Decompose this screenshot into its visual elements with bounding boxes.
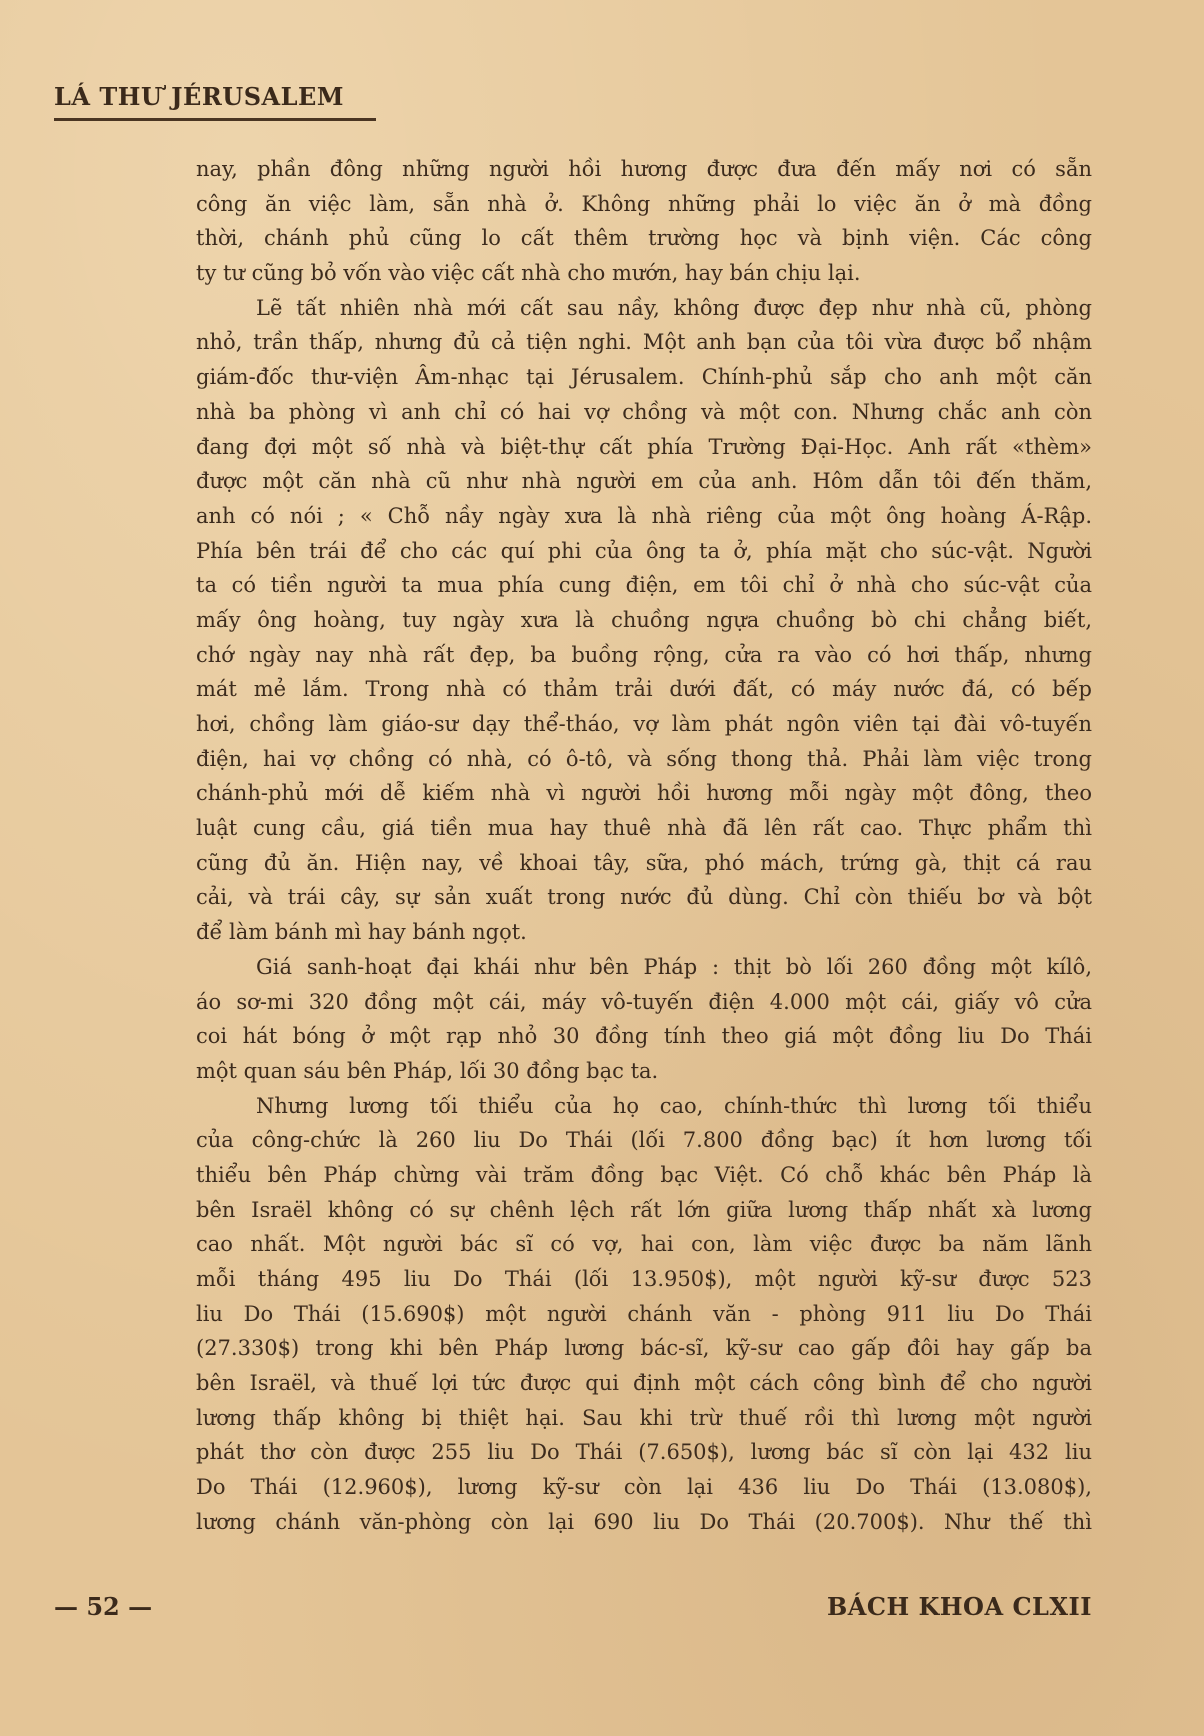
text-line: áo sơ-mi 320 đồng một cái, máy vô-tuyến điện 4.000 một cái, giấy vô cửa [196,989,1092,1014]
text-line: Lẽ tất nhiên nhà mới cất sau nầy, không được đẹp như nhà cũ, phòng [256,295,1092,320]
text-line: nhà ba phòng vì anh chỉ có hai vợ chồng và một con. Nhưng chắc anh còn [196,399,1092,424]
text-line: mấy ông hoàng, tuy ngày xưa là chuồng ngựa chuồng bò chi chẳng biết, [196,607,1092,632]
text-line: chớ ngày nay nhà rất đẹp, ba buồng rộng, cửa ra vào có hơi thấp, nhưng [196,642,1092,667]
text-line: hơi, chồng làm giáo-sư dạy thể-tháo, vợ làm phát ngôn viên tại đài vô-tuyến [196,712,1092,736]
page-number: — 52 — [54,1592,153,1621]
text-line: chánh-phủ mới dễ kiếm nhà vì người hồi hương mỗi ngày một đông, theo [196,781,1092,806]
text-line: được một căn nhà cũ như nhà người em của anh. Hôm dẫn tôi đến thăm, [196,469,1092,494]
text-line: Giá sanh-hoạt đại khái như bên Pháp : thịt bò lối 260 đồng một kílô, [256,954,1092,979]
text-line: Phía bên trái để cho các quí phi của ông ta ở, phía mặt cho súc-vật. Người [196,538,1092,563]
text-line: mỗi tháng 495 liu Do Thái (lối 13.950$), một người kỹ-sư được 523 [196,1267,1092,1291]
text-line: một quan sáu bên Pháp, lối 30 đồng bạc ta. [196,1058,659,1083]
text-line: anh có nói ; « Chỗ nầy ngày xưa là nhà riêng của một ông hoàng Á-Rập. [196,503,1092,528]
text-line: luật cung cầu, giá tiền mua hay thuê nhà đã lên rất cao. Thực phẩm thì [196,816,1092,841]
text-line: thời, chánh phủ cũng lo cất thêm trường học và bịnh viện. Các công [196,226,1092,251]
text-line: phát thơ còn được 255 liu Do Thái (7.650$), lương bác sĩ còn lại 432 liu [196,1440,1092,1465]
article-body [196,152,1092,1540]
text-line: giám-đốc thư-viện Âm-nhạc tại Jérusalem. Chính-phủ sắp cho anh một căn [196,365,1092,390]
text-line: đang đợi một số nhà và biệt-thự cất phía Trường Đại-Học. Anh rất «thèm» [196,434,1092,459]
text-line: Nhưng lương tối thiểu của họ cao, chính-thức thì lương tối thiểu [256,1093,1092,1118]
text-line: để làm bánh mì hay bánh ngọt. [196,920,527,945]
text-line: (27.330$) trong khi bên Pháp lương bác-sĩ, kỹ-sư cao gấp đôi hay gấp ba [196,1336,1092,1361]
text-line: liu Do Thái (15.690$) một người chánh văn - phòng 911 liu Do Thái [196,1301,1092,1326]
text-line: Do Thái (12.960$), lương kỹ-sư còn lại 436 liu Do Thái (13.080$), [196,1475,1092,1500]
text-line: ta có tiền người ta mua phía cung điện, em tôi chỉ ở nhà cho súc-vật của [196,573,1092,598]
text-line: ty tư cũng bỏ vốn vào việc cất nhà cho mướn, hay bán chịu lại. [196,261,861,286]
text-line: coi hát bóng ở một rạp nhỏ 30 đồng tính theo giá một đồng liu Do Thái [196,1024,1092,1049]
text-line: bên Israël không có sự chênh lệch rất lớn giữa lương thấp nhất xà lương [196,1197,1092,1222]
text-line: cũng đủ ăn. Hiện nay, về khoai tây, sữa, phó mách, trứng gà, thịt cá rau [196,850,1092,875]
running-title: LÁ THƯ JÉRUSALEM [54,82,344,111]
text-line: công ăn việc làm, sẵn nhà ở. Không những phải lo việc ăn ở mà đồng [196,191,1092,216]
text-line: lương thấp không bị thiệt hại. Sau khi trừ thuế rồi thì lương một người [196,1405,1092,1430]
text-line: điện, hai vợ chồng có nhà, có ô-tô, và sống thong thả. Phải làm việc trong [196,746,1092,771]
text-line: lương chánh văn-phòng còn lại 690 liu Do Thái (20.700$). Như thế thì [196,1509,1092,1534]
text-line: nay, phần đông những người hồi hương được đưa đến mấy nơi có sẵn [196,157,1092,181]
text-line: mát mẻ lắm. Trong nhà có thảm trải dưới đất, có máy nước đá, có bếp [196,677,1092,702]
text-line: thiểu bên Pháp chừng vài trăm đồng bạc Việt. Có chỗ khác bên Pháp là [196,1162,1092,1187]
text-line: cao nhất. Một người bác sĩ có vợ, hai con, làm việc được ba năm lãnh [196,1232,1092,1257]
text-line: của công-chức là 260 liu Do Thái (lối 7.800 đồng bạc) ít hơn lương tối [196,1128,1092,1153]
text-line: cải, và trái cây, sự sản xuất trong nước đủ dùng. Chỉ còn thiếu bơ và bột [196,885,1092,910]
header-rule [54,118,376,121]
journal-issue: BÁCH KHOA CLXII [826,1592,1092,1621]
text-line: bên Israël, và thuế lợi tức được qui định một cách công bình để cho người [196,1371,1092,1396]
text-line: nhỏ, trần thấp, nhưng đủ cả tiện nghi. Một anh bạn của tôi vừa được bổ nhậm [196,330,1092,355]
